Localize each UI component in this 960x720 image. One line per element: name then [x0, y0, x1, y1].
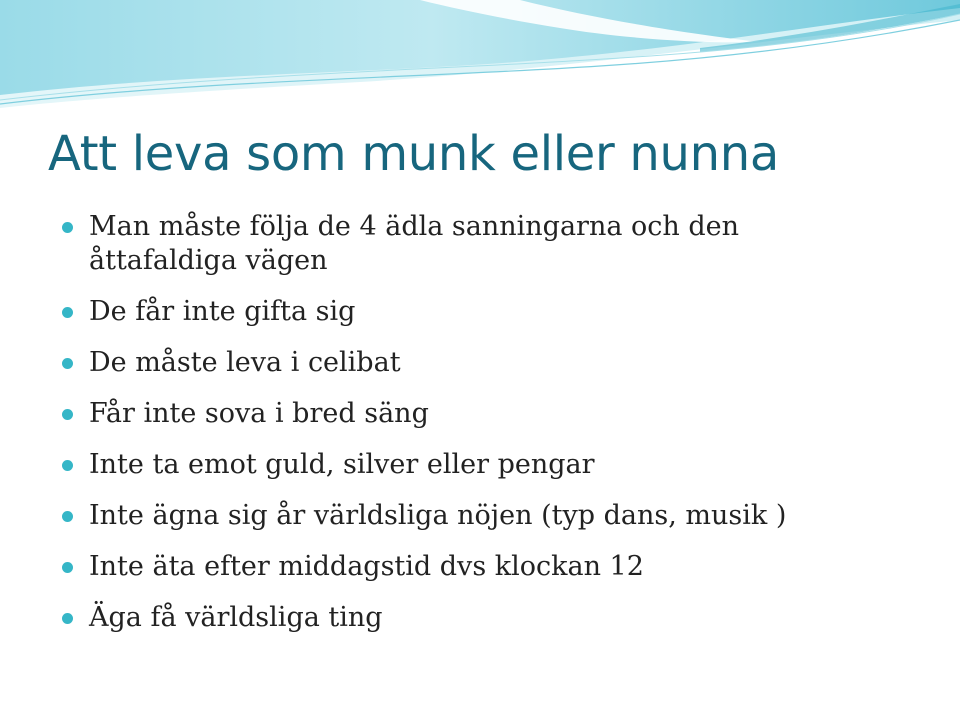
bullet-dot-icon [62, 222, 73, 233]
bullet-dot-icon [62, 358, 73, 369]
list-item [62, 346, 862, 380]
list-item [62, 601, 862, 635]
list-item [62, 397, 862, 431]
list-item [62, 499, 862, 533]
bullet-text: Inte äta efter middagstid dvs klockan 12 [89, 551, 644, 582]
bullet-dot-icon [62, 562, 73, 573]
bullet-dot-icon [62, 307, 73, 318]
list-item [62, 550, 862, 584]
bullet-text: Inte ta emot guld, silver eller pengar [89, 449, 595, 480]
list-item [62, 295, 862, 329]
bullet-text: Äga få världsliga ting [89, 602, 383, 633]
bullet-text: De får inte gifta sig [89, 296, 356, 327]
bullet-dot-icon [62, 460, 73, 471]
list-item [62, 448, 862, 482]
bullet-dot-icon [62, 511, 73, 522]
bullet-text: Inte ägna sig år världsliga nöjen (typ dans, musik ) [89, 500, 787, 531]
bullet-dot-icon [62, 409, 73, 420]
bullet-list [62, 210, 862, 652]
bullet-text: Man måste följa de 4 ädla sanningarna och den åttafaldiga vägen [89, 211, 740, 276]
slide-title: Att leva som munk eller nunna [48, 126, 780, 182]
bullet-dot-icon [62, 613, 73, 624]
list-item [62, 210, 862, 278]
header-wave-decoration [0, 0, 960, 130]
bullet-text: De måste leva i celibat [89, 347, 401, 378]
bullet-text: Får inte sova i bred säng [89, 398, 429, 429]
